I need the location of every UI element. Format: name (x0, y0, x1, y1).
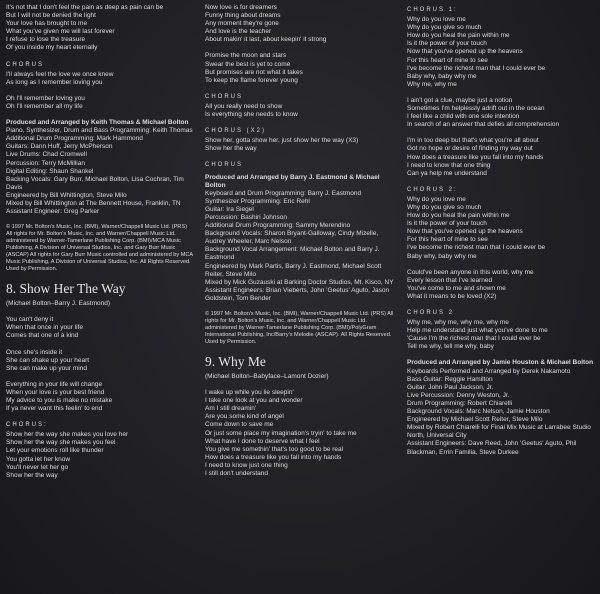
lyric-line: I take one look at you and wonder (205, 397, 303, 405)
lyric-line: Tell me why, tell me why, baby (407, 343, 494, 351)
lyric-line: Swear the best is yet to come (205, 60, 291, 68)
lyric-line: If ya never want this feelin' to end (6, 405, 103, 413)
lyric-line: For this heart of mine to see (407, 236, 488, 244)
lyrics-stanza (6, 431, 194, 480)
credit-line: Additional Drum Programming: Sammy Merendino (205, 222, 351, 230)
lyric-line: Sometimes I'm helplessly adrift out in the ocean (407, 105, 545, 113)
credits-block (6, 119, 194, 216)
column-left (6, 4, 194, 488)
lyric-line: I need to know that one thing (407, 161, 491, 169)
lyric-line: I refuse to lose the treasure (6, 36, 86, 44)
lyric-line: How do you heal the pain within me (407, 212, 510, 220)
credit-line: Engineered by Bill Whittington, Steve Milo (6, 191, 127, 199)
song-writers: (Michael Bolton–Babyface–Lamont Dozier) (205, 373, 329, 380)
lyric-line: I still don't understand (205, 470, 269, 478)
lyric-line: But I will not be denied the light (6, 12, 96, 20)
credit-line: Background Vocals: Sharon Bryant-Galloway, Cindy Mizelle, Audrey Wheeler, Marc Nelson (205, 230, 379, 246)
credit-line: Additional Drum Programming: Mark Hammond (6, 135, 143, 143)
credit-line: Bass Guitar: Reggie Hamilton (407, 375, 493, 383)
credit-line: Assistant Engineers: Dave Reed, John 'Geetus' Aguto, Phil Blackman, Errin Familia, Steve Durkee (407, 440, 577, 456)
credit-line: Guitar: John Paul Jackson, Jr. (407, 383, 494, 391)
song-title: 8. Show Her The Way (6, 281, 126, 297)
lyric-line: When that once in your life (6, 324, 83, 332)
lyrics-stanza (6, 71, 194, 87)
lyric-line: You gotta let her know (6, 455, 71, 463)
chorus-label: CHORUS (205, 93, 244, 100)
lyric-line: Am I still dreamin' (205, 405, 257, 413)
lyric-line: Why do you give so much (407, 24, 482, 32)
song-title: 9. Why Me (205, 354, 266, 369)
credit-line: Mixed by Robert Chiarelli for Final Mix Music at Larrabee Studio North, Universal City (407, 424, 591, 440)
lyric-line: She can shake up your heart (6, 356, 90, 364)
lyric-line: What have I done to deserve what I feel (205, 437, 320, 445)
lyric-line: Comes that one of a kind (6, 332, 79, 340)
lyric-line: I've become the richest man that I could ever be (407, 64, 546, 72)
credit-line: Percussion: Bashiri Johnson (205, 213, 288, 221)
lyric-line: Show her the way she makes you feel (6, 439, 116, 447)
lyric-line: Got no hope or desire of finding my way out (407, 145, 533, 153)
lyric-line: All you really need to show (205, 102, 283, 110)
lyric-line: Help me understand just what you've done to me (407, 327, 548, 335)
lyric-line: Can ya help me understand (407, 169, 487, 177)
lyric-line: Why me, why me (407, 80, 457, 88)
credit-line: Assistant Engineers: Brian Vieberts, John 'Geetus' Aguto, Jason Goldstein, Tom Bender (205, 286, 390, 302)
lyric-line: Show her the way (205, 145, 257, 153)
lyric-line: Oh I'll remember all my life (6, 102, 83, 110)
lyric-line: Now that you've opened up the heavens (407, 48, 523, 56)
lyric-line: You give me somethin' that's too good to be real (205, 445, 344, 453)
lyric-line: For this heart of mine to see (407, 56, 488, 64)
lyric-line: Or just some place my imagination's tryin' to take me (205, 429, 357, 437)
lyric-line: Why me, why me, why me, why me (407, 319, 509, 327)
lyric-line: You've come to me and shown me (407, 284, 506, 292)
credit-line: Background Vocal Arrangement: Michael Bolton and Barry J. Eastmond (205, 246, 380, 262)
lyrics-stanza (407, 269, 595, 301)
credit-line: Guitars: Dann Huff, Jerry McPherson (6, 143, 113, 151)
credit-line: Guitar: Ira Siegel (205, 205, 254, 213)
lyric-line: When your love is your best friend (6, 388, 105, 396)
lyric-line: Any moment they're gone (205, 20, 279, 28)
lyric-line: I'll always feel the love we once knew (6, 70, 114, 78)
chorus-label: CHORUS (X2) (205, 128, 267, 135)
chorus-label: CHORUS 2 (407, 310, 455, 316)
lyrics-stanza (205, 103, 395, 119)
lyric-line: Let your emotions roll like thunder (6, 447, 104, 455)
lyrics-stanza (407, 196, 595, 261)
lyrics-stanza (205, 52, 395, 84)
credit-line: Drum Programming: Robert Chiarelli (407, 399, 513, 407)
lyric-line: To keep the flame forever young (205, 76, 298, 84)
column-middle (205, 4, 395, 486)
lyric-line: Is it the power of your touch (407, 220, 487, 228)
credits-block (205, 174, 395, 304)
lyric-line: Now that you've opened up the heavens (407, 228, 523, 236)
lyric-line: Your love has brought to me (6, 20, 88, 28)
chorus-label: CHORUS: (6, 422, 48, 429)
chorus-label: CHORUS 1: (407, 7, 458, 13)
lyric-line: Once she's inside it (6, 348, 63, 356)
lyric-line: But promises are not what it takes (205, 68, 303, 76)
lyrics-stanza (205, 137, 395, 153)
lyric-line: I ain't got a clue, maybe just a notion (407, 96, 513, 104)
copyright-notice: © 1997 Mr. Bolton's Music, Inc. (BMI), Warner/Chappell Music Ltd. (PRS) All rights for Mr. Bolton's Music, Inc. and Warner/Chappell Music Ltd. administered by Warner-Tamerlane Publishing Corp. (BMI)/MCA Music Publishing, A Division of Universal Studios, Inc. and Gary Burr Music (ASCAP) All rights for Gary Burr Music controlled and administered by MCA Music Publishing, A Division of Universal Studios, Inc. All Rights Reserved. Used by Permission. (6, 224, 193, 273)
credit-line: Piano, Synthesizer, Drum and Bass Programming: Keith Thomas (6, 127, 193, 135)
lyric-line: Now love is for dreamers (205, 4, 277, 11)
lyric-line: I feel like a child with one sole intention (407, 113, 520, 121)
lyric-line: Why do you give so much (407, 203, 482, 211)
lyric-line: Baby why, baby why me (407, 252, 477, 260)
lyric-line: I'm in too deep but that's what you're all about (407, 137, 539, 145)
lyrics-stanza (6, 381, 194, 413)
credit-line: Live Drums: Chad Cromwell (6, 151, 87, 159)
lyric-line: I've become the richest man that I could ever be (407, 244, 546, 252)
lyric-line: Oh I'll remember loving you (6, 94, 85, 102)
lyrics-stanza (6, 95, 194, 111)
lyrics-stanza (205, 4, 395, 44)
lyrics-stanza (6, 316, 194, 340)
credit-line: Digital Editing: Shaun Shankel (6, 167, 94, 175)
lyric-line: Everything in your life will change (6, 380, 103, 388)
lyric-line: My advice to you is make no mistake (6, 397, 113, 404)
lyric-line: I need to know just one thing (205, 461, 288, 469)
chorus-label: CHORUS (6, 61, 45, 68)
lyric-line: Show her the way she makes you love her (6, 431, 129, 439)
lyric-line: Funny thing about dreams (205, 12, 281, 20)
lyric-line: Is everything she needs to know (205, 111, 298, 119)
lyric-line: Promise the moon and stars (205, 52, 287, 60)
lyric-line: 'Cause I'm the richest man that I could ever be (407, 335, 541, 343)
lyric-line: Show her the way (6, 471, 58, 479)
lyric-line: How do you heal the pain within me (407, 32, 510, 40)
song-writers: (Michael Bolton–Barry J. Eastmond) (6, 300, 111, 308)
lyric-line: Could've been anyone in this world, why me (407, 268, 534, 276)
lyric-line: Every lesson that I've learned (407, 276, 493, 284)
credit-line: Mixed by Bill Whittington at The Bennett House, Franklin, TN (6, 199, 181, 207)
lyric-line: How does a treasure like you fall into my hands (205, 453, 342, 461)
lyric-line: She can make up your mind (6, 364, 87, 372)
chorus-label: CHORUS 2: (407, 186, 458, 193)
lyrics-stanza (407, 319, 595, 351)
lyric-line: I wake up while you lie sleepin' (205, 389, 294, 397)
lyric-line: You'll never let her go (6, 463, 69, 471)
credit-line: Mixed by Mick Guzauski at Barking Doctor Studios, Mt. Kisco, NY (205, 278, 394, 286)
lyrics-stanza (407, 97, 595, 129)
lyric-line: How does a treasure like you fall into my hands (407, 153, 544, 161)
credits-block (407, 359, 595, 456)
producer-credit: Produced and Arranged by Keith Thomas & Michael Bolton (6, 119, 189, 127)
credit-line: Synthesizer Programming: Eric Rehl (205, 197, 310, 205)
producer-credit: Produced and Arranged by Jamie Houston & Michael Bolton (407, 359, 594, 367)
lyrics-stanza (205, 389, 395, 478)
lyric-line: About makin' it last, about keepin' it strong (205, 36, 327, 44)
producer-credit: Produced and Arranged by Barry J. Eastmond & Michael Bolton (205, 173, 380, 189)
lyric-line: As long as I remember loving you (6, 78, 103, 86)
credit-line: Live Percussion: Denny Weston, Jr. (407, 391, 510, 399)
credit-line: Keyboards Performed and Arranged by Derek Nakamoto (407, 367, 571, 375)
credit-line: Keyboard and Drum Programming: Barry J. Eastmond (205, 189, 362, 197)
lyric-line: And love is the teacher (205, 28, 272, 36)
credit-line: Engineered by Mark Partis, Barry J. Eastmond, Michael Scott Reiter, Steve Milo (205, 262, 382, 278)
lyric-line: What it means to be loved (X2) (407, 292, 497, 300)
lyrics-stanza (6, 349, 194, 373)
lyric-line: Show her, gotta show her, just show her the way (X3) (205, 137, 359, 145)
lyrics-stanza (407, 16, 595, 89)
chorus-label: CHORUS (205, 162, 244, 169)
lyrics-stanza (407, 137, 595, 177)
lyric-line: Is it the power of your touch (407, 40, 487, 48)
copyright-notice: © 1997 Mr. Bolton's Music, Inc. (BMI), Warner/Chappell Music Ltd. (PRS) All rights for Mr. Bolton's Music, Inc. and Warner/Chappell Music Ltd. administered by Warner-Tamerlane Publishing Corp. (BMI)/PolyGram International Publishing, Inc/Barry's Melodie (ASCAP). All Rights Reserved. Used by Permission. (205, 311, 394, 345)
lyric-line: Why do you love me (407, 195, 466, 203)
credit-line: Assistant Engineer: Greg Parker (6, 208, 100, 216)
lyric-line: Baby why, baby why me (407, 72, 477, 80)
lyrics-stanza (6, 4, 194, 53)
lyric-line: Come down to save me (205, 421, 274, 429)
lyric-line: Why do you love me (407, 16, 466, 24)
lyric-line: Of you inside my heart eternally (6, 44, 98, 52)
lyric-line: What you've given me will last forever (6, 28, 115, 36)
column-right (407, 4, 595, 465)
lyric-line: You can't deny it (6, 316, 54, 324)
lyric-line: In search of an answer that defies all comprehension (407, 121, 560, 129)
lyric-line: Are you some kind of angel (205, 413, 284, 421)
lyric-line: It's not that I don't feel the pain as deep as pain can be (6, 4, 164, 11)
credit-line: Backing Vocals: Gary Burr, Michael Bolton, Lisa Cochran, Tim Davis (6, 175, 184, 191)
credit-line: Engineered by Michael Scott Reiter, Steve Milo (407, 416, 543, 424)
credit-line: Percussion: Terry McMillian (6, 159, 85, 167)
credit-line: Background Vocals: Marc Nelson, Jamie Houston (407, 408, 550, 416)
